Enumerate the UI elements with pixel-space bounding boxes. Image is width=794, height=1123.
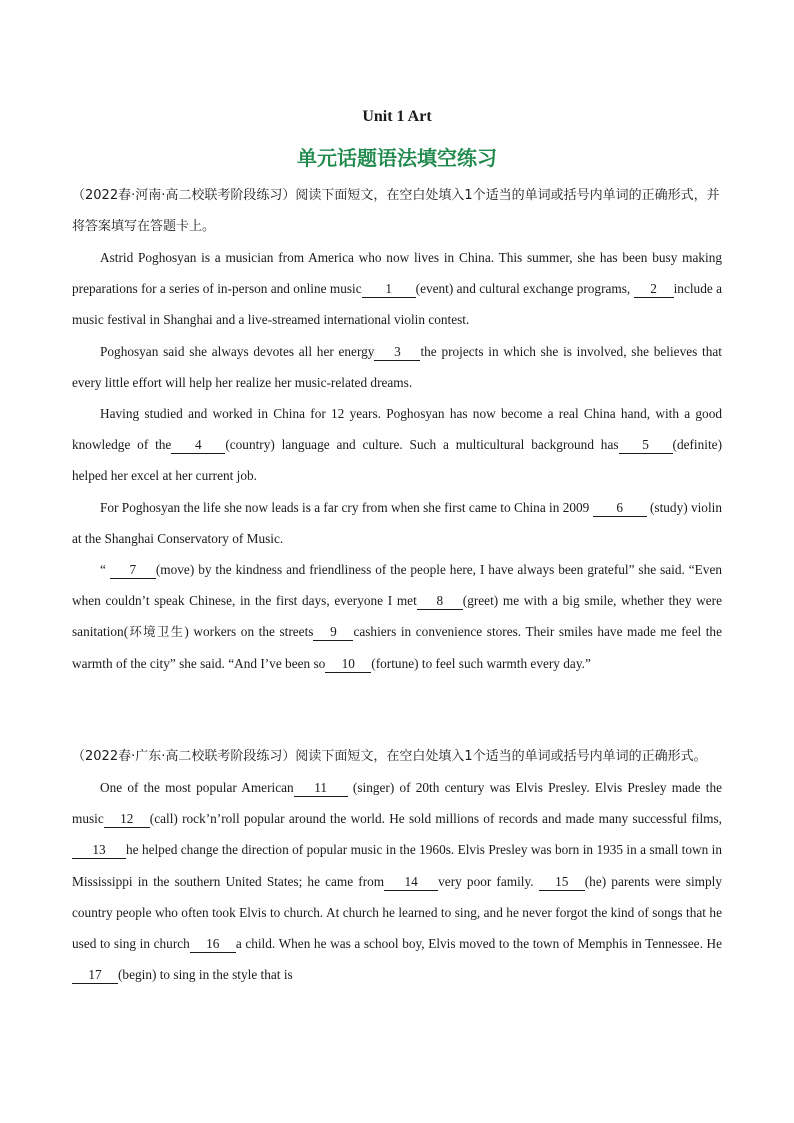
text: Having studied and worked in China for 12 years. Poghosyan has now become a real China hand, with a good knowledge of the [72, 406, 722, 453]
blank-5[interactable]: 5 [619, 437, 673, 454]
section-2 [72, 741, 722, 990]
section-1 [72, 180, 722, 679]
passage-1-paragraph-2 [72, 336, 722, 398]
text: very poor family. [438, 873, 534, 889]
worksheet-subtitle: 单元话题语法填空练习 [297, 146, 497, 170]
blank-6[interactable]: 6 [593, 500, 647, 517]
chinese-gloss: 环境卫生 [128, 624, 185, 640]
text: a child. When he was a school boy, Elvis moved to the town of Memphis in Tennessee. He [235, 936, 722, 952]
text: (move) by the kindness and friendliness of the people here, I have always been grateful” she said. “Even when couldn’t speak Chinese, in the first days, everyone I met [72, 562, 723, 609]
text: (greet) me with a big smile, whether they were sanitation( [72, 593, 722, 640]
text: (fortune) to feel such warmth every day.” [371, 655, 591, 671]
text: the projects in which she is involved, she believes that every little effort will help her realize her music-related dreams. [72, 343, 722, 390]
blank-2[interactable]: 2 [634, 281, 674, 298]
text: (singer) of 20th century was Elvis Presley. Elvis Presley made the music [72, 780, 723, 827]
text: (country) language and culture. Such a multicultural background has [225, 437, 619, 453]
passage-1-paragraph-1 [72, 242, 722, 336]
unit-title: Unit 1 Art [362, 108, 432, 125]
blank-8[interactable]: 8 [417, 593, 463, 610]
blank-17[interactable]: 17 [72, 967, 118, 984]
blank-7[interactable]: 7 [110, 562, 156, 579]
text: Poghosyan said she always devotes all her energy [100, 343, 375, 359]
text: he helped change the direction of popular music in the 1960s. Elvis Presley was born in 1935 in a small town in Mississippi in the southern United States; he came from [72, 842, 722, 889]
blank-3[interactable]: 3 [374, 344, 420, 361]
text: “ [100, 562, 106, 578]
blank-16[interactable]: 16 [190, 936, 236, 953]
passage-1-paragraph-4 [72, 492, 722, 554]
blank-9[interactable]: 9 [313, 624, 353, 641]
blank-15[interactable]: 15 [539, 874, 585, 891]
blank-1[interactable]: 1 [362, 281, 416, 298]
blank-11[interactable]: 11 [294, 780, 348, 797]
text: (call) rock’n’roll popular around the world. He sold millions of records and made many successful films, [149, 811, 722, 827]
blank-12[interactable]: 12 [104, 811, 150, 828]
passage-1-paragraph-5 [72, 554, 722, 679]
blank-10[interactable]: 10 [325, 656, 371, 673]
blank-13[interactable]: 13 [72, 842, 126, 859]
text: (definite) helped her excel at her current job. [72, 437, 722, 484]
text: ) workers on the streets [184, 624, 314, 640]
text: Astrid Poghosyan is a musician from America who now lives in China. This summer, she has been busy making preparations for a series of in-person and online music [72, 250, 722, 297]
text: (event) and cultural exchange programs, [415, 281, 631, 297]
text: (study) violin at the Shanghai Conservatory of Music. [72, 499, 722, 546]
text: cashiers in convenience stores. Their smiles have made me feel the warmth of the city” she said. “And I’ve been so [72, 624, 722, 671]
section-2-instruction: （2022春·广东·高二校联考阶段练习）阅读下面短文，在空白处填入1个适当的单词或括号内单词的正确形式。 [72, 749, 707, 764]
text: For Poghosyan the life she now leads is a far cry from when she first came to China in 2009 [100, 499, 590, 515]
passage-2-paragraph-1 [72, 772, 722, 990]
blank-4[interactable]: 4 [171, 437, 225, 454]
text: One of the most popular American [100, 780, 294, 795]
passage-1-paragraph-3 [72, 398, 722, 492]
text: (he) parents were simply country people who often took Elvis to church. At church he learned to sing, and he never forgot the kind of songs that he used to sing in church [72, 873, 722, 952]
blank-14[interactable]: 14 [384, 874, 438, 891]
text: (begin) to sing in the style that is [118, 967, 293, 983]
section-1-instruction: （2022春·河南·高二校联考阶段练习）阅读下面短文，在空白处填入1个适当的单词或括号内单词的正确形式，并将答案填写在答题卡上。 [72, 188, 720, 234]
text: include a music festival in Shanghai and a live-streamed international violin contest. [72, 281, 722, 328]
